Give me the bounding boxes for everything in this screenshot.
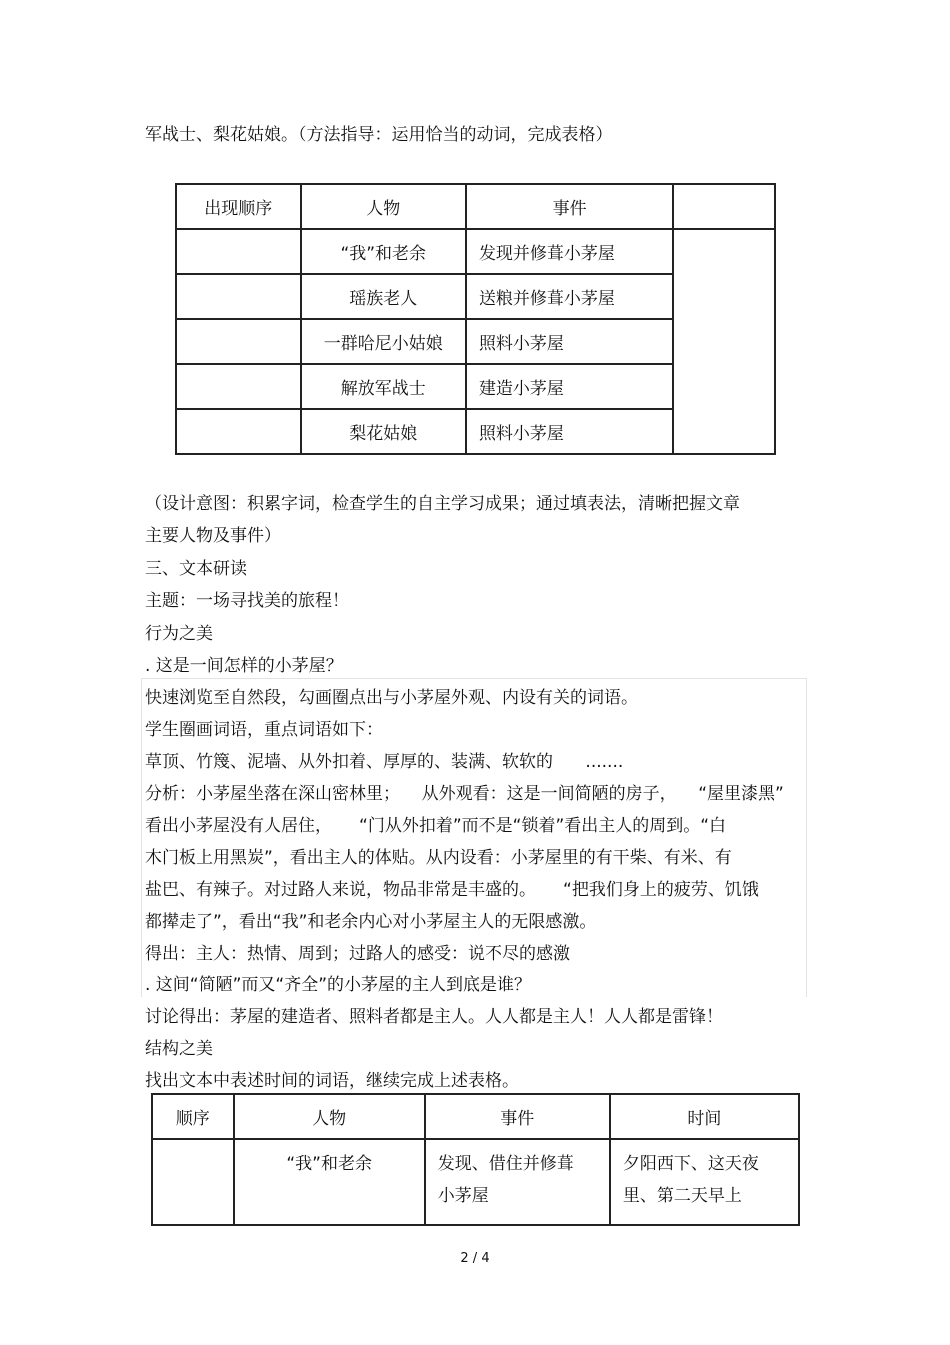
cell-person: 一群哈尼小姑娘 bbox=[301, 319, 466, 364]
header-person: 人物 bbox=[234, 1094, 425, 1139]
subheading-structure: 结构之美 bbox=[145, 1039, 213, 1059]
cell-order bbox=[152, 1139, 234, 1225]
design-intent-line-2: 主要人物及事件） bbox=[145, 526, 281, 546]
cell-person: “我”和老余 bbox=[234, 1139, 425, 1225]
cell-event bbox=[425, 1139, 610, 1225]
table-row bbox=[176, 229, 775, 274]
merged-blank-cell bbox=[673, 229, 775, 454]
intro-line: 军战士、梨花姑娘。（方法指导：运用恰当的动词，完成表格） bbox=[145, 125, 613, 145]
header-event: 事件 bbox=[466, 184, 673, 229]
cell-event-line: 小茅屋 bbox=[437, 1186, 489, 1206]
cell-order bbox=[176, 229, 301, 274]
text-line: 快速浏览至自然段，勾画圈点出与小茅屋外观、内设有关的词语。 bbox=[145, 688, 638, 708]
cell-order bbox=[176, 319, 301, 364]
text-line: 草顶、竹篾、泥墙、从外扣着、厚厚的、装满、软软的 ....... bbox=[145, 752, 624, 772]
cell-time-line: 夕阳西下、这天夜 bbox=[622, 1154, 759, 1174]
cell-person: “我”和老余 bbox=[301, 229, 466, 274]
text-line: 找出文本中表述时间的词语，继续完成上述表格。 bbox=[145, 1071, 519, 1091]
cell-order bbox=[176, 364, 301, 409]
cell-time-line: 里、第二天早上 bbox=[622, 1186, 742, 1206]
cell-person: 瑶族老人 bbox=[301, 274, 466, 319]
cell-order bbox=[176, 409, 301, 454]
cell-event: 照料小茅屋 bbox=[466, 319, 673, 364]
text-line: 讨论得出：茅屋的建造者、照料者都是主人。人人都是主人！人人都是雷锋！ bbox=[145, 1007, 723, 1027]
table-row bbox=[152, 1139, 799, 1225]
design-intent-line-1: （设计意图：积累字词，检查学生的自主学习成果；通过填表法，清晰把握文章 bbox=[145, 494, 740, 514]
header-order: 出现顺序 bbox=[176, 184, 301, 229]
page-number: 2 / 4 bbox=[460, 1251, 490, 1266]
text-line: 看出小茅屋没有人居住， “门从外扣着”而不是“锁着”看出主人的周到。“白 bbox=[145, 816, 727, 836]
text-line: 分析：小茅屋坐落在深山密林里； 从外观看：这是一间简陋的房子， “屋里漆黑” bbox=[145, 784, 784, 804]
header-event: 事件 bbox=[425, 1094, 610, 1139]
cell-event: 发现并修葺小茅屋 bbox=[466, 229, 673, 274]
question-1: . 这是一间怎样的小茅屋？ bbox=[145, 656, 343, 676]
cell-order bbox=[176, 274, 301, 319]
header-blank bbox=[673, 184, 775, 229]
text-line: 木门板上用黑炭”，看出主人的体贴。从内设看：小茅屋里的有干柴、有米、有 bbox=[145, 848, 732, 868]
text-line: 得出：主人：热情、周到；过路人的感受：说不尽的感激 bbox=[145, 944, 570, 964]
cell-time bbox=[610, 1139, 799, 1225]
cell-person: 梨花姑娘 bbox=[301, 409, 466, 454]
header-person: 人物 bbox=[301, 184, 466, 229]
header-order: 顺序 bbox=[152, 1094, 234, 1139]
cell-event: 送粮并修葺小茅屋 bbox=[466, 274, 673, 319]
characters-table bbox=[175, 183, 776, 455]
text-line: 都撵走了”，看出“我”和老余内心对小茅屋主人的无限感激。 bbox=[145, 912, 597, 932]
text-line: 盐巴、有辣子。对过路人来说，物品非常是丰盛的。 “把我们身上的疲劳、饥饿 bbox=[145, 880, 759, 900]
section-heading: 三、文本研读 bbox=[145, 559, 247, 579]
cell-event: 照料小茅屋 bbox=[466, 409, 673, 454]
theme-line: 主题：一场寻找美的旅程！ bbox=[145, 591, 349, 611]
text-line: 学生圈画词语，重点词语如下： bbox=[145, 720, 383, 740]
question-2: . 这间“简陋”而又“齐全”的小茅屋的主人到底是谁？ bbox=[145, 975, 532, 995]
cell-event-line: 发现、借住并修葺 bbox=[437, 1154, 574, 1174]
cell-person: 解放军战士 bbox=[301, 364, 466, 409]
subheading-behavior: 行为之美 bbox=[145, 624, 213, 644]
time-table bbox=[151, 1093, 800, 1226]
header-time: 时间 bbox=[610, 1094, 799, 1139]
cell-event: 建造小茅屋 bbox=[466, 364, 673, 409]
